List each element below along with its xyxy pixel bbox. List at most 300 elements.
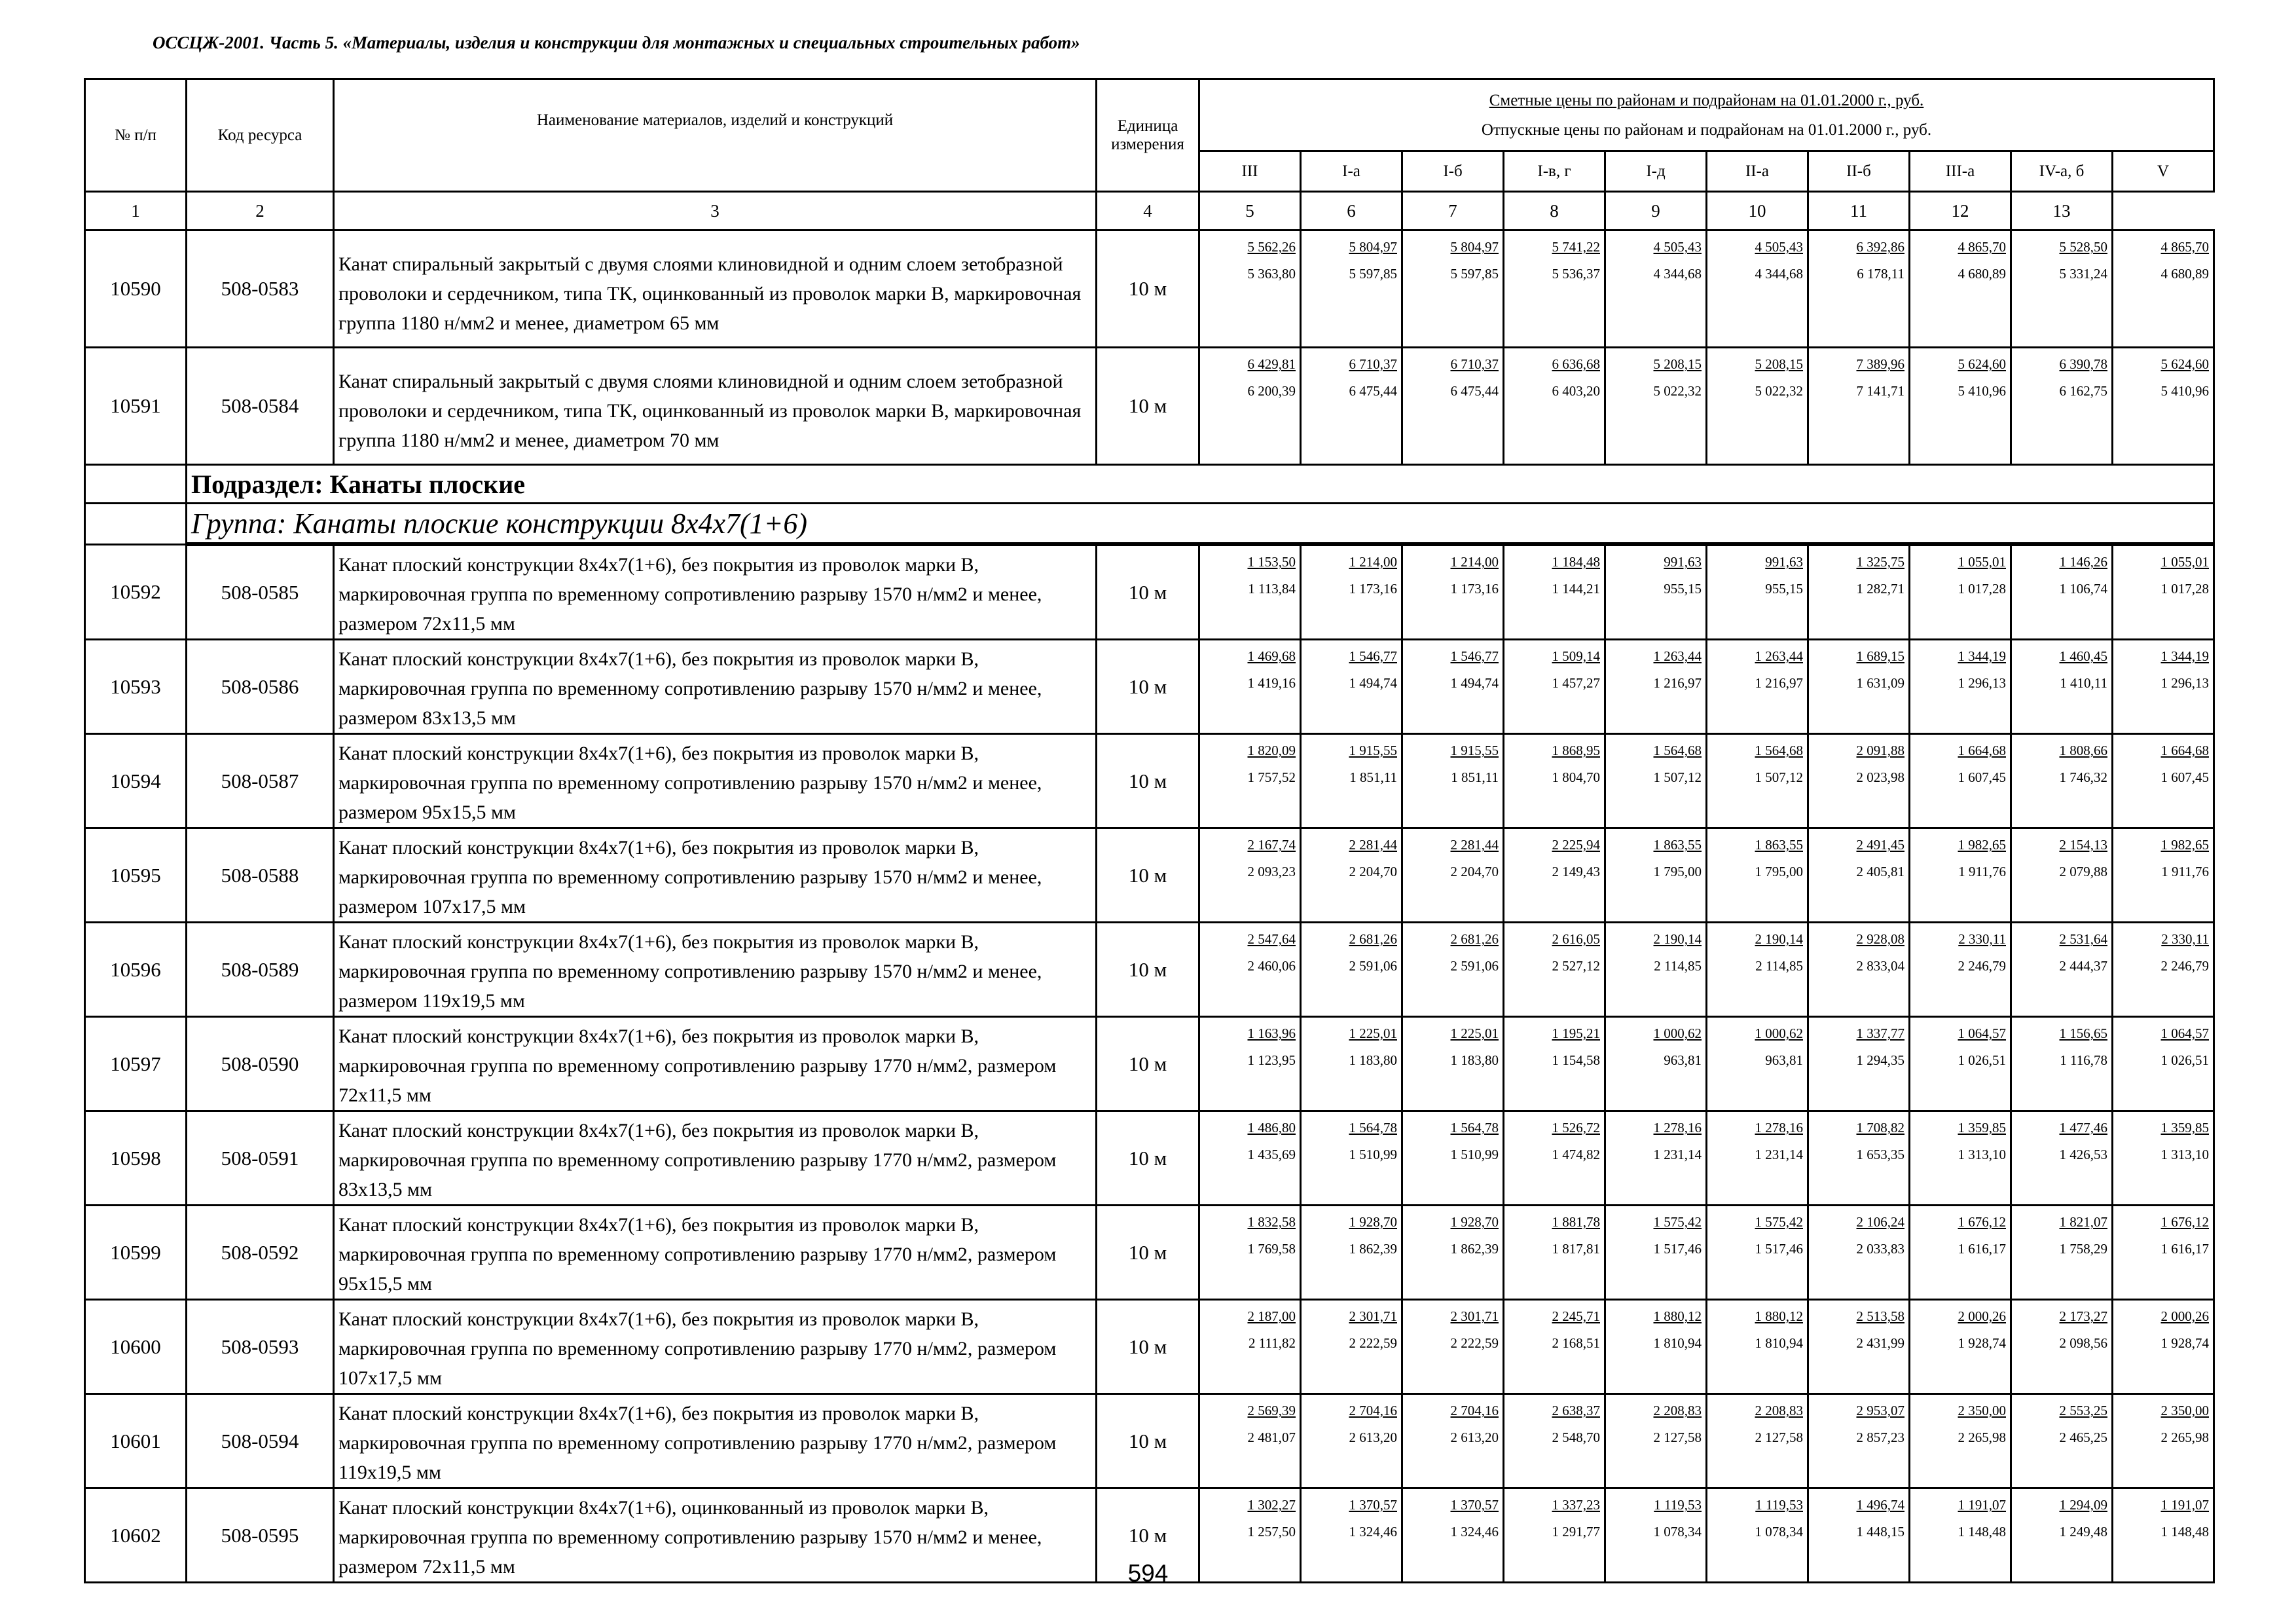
wholesale-price: 1 148,48 [2160, 1524, 2210, 1540]
estimate-price: 5 208,15 [1755, 356, 1803, 372]
price-cell [2113, 231, 2214, 348]
column-number: 13 [2011, 192, 2113, 231]
region-header: I-а [1301, 151, 1402, 192]
wholesale-price: 2 127,58 [1653, 1430, 1702, 1445]
wholesale-price: 1 026,51 [2160, 1052, 2210, 1068]
estimate-price: 1 486,80 [1247, 1120, 1296, 1135]
price-cell [1808, 828, 1910, 923]
estimate-price: 1 153,50 [1247, 554, 1296, 570]
wholesale-price: 1 026,51 [1958, 1052, 2006, 1068]
wholesale-price: 955,15 [1664, 581, 1702, 597]
wholesale-price: 2 246,79 [2160, 958, 2210, 974]
estimate-price: 1 460,45 [2059, 648, 2107, 664]
price-cell [2113, 1300, 2214, 1394]
estimate-price: 1 344,19 [1958, 648, 2006, 664]
estimate-price: 1 820,09 [1247, 743, 1296, 758]
material-name: Канат плоский конструкции 8x4x7(1+6), без покрытия из проволок марки В, маркировочная группа по временному сопротивлению разрыву 1770 н/мм2, размером 95x15,5 мм [334, 1206, 1097, 1300]
estimate-price: 2 704,16 [1450, 1403, 1499, 1418]
price-cell [1605, 828, 1707, 923]
wholesale-price: 1 507,12 [1653, 769, 1702, 785]
estimate-price: 1 325,75 [1856, 554, 1904, 570]
wholesale-price: 1 616,17 [2160, 1241, 2210, 1257]
wholesale-price: 1 810,94 [1653, 1335, 1702, 1351]
wholesale-price: 2 222,59 [1450, 1335, 1499, 1351]
wholesale-price: 2 168,51 [1552, 1335, 1600, 1351]
estimate-price: 2 553,25 [2059, 1403, 2107, 1418]
price-cell [1605, 1394, 1707, 1488]
header-row [85, 79, 2214, 151]
estimate-price: 2 281,44 [1450, 837, 1499, 853]
price-cell [1301, 923, 1402, 1017]
column-number: 10 [1707, 192, 1808, 231]
price-cell [1808, 1300, 1910, 1394]
wholesale-price: 6 475,44 [1450, 383, 1499, 399]
estimate-price: 4 865,70 [1958, 239, 2006, 255]
price-cell [1605, 1206, 1707, 1300]
estimate-price: 1 302,27 [1247, 1497, 1296, 1513]
wholesale-price: 1 757,52 [1247, 769, 1296, 785]
estimate-price: 1 263,44 [1755, 648, 1803, 664]
material-name: Канат спиральный закрытый с двумя слоями клиновидной и одним слоем зетобразной проволоки и сердечником, типа ТК, оцинкованный из проволок марки В, маркировочная группа 1180 н/мм2 и менее, диаметром 70 мм [334, 348, 1097, 465]
estimate-price: 6 636,68 [1552, 356, 1600, 372]
resource-code: 508-0584 [187, 348, 334, 465]
price-cell [1808, 1394, 1910, 1488]
estimate-price: 1 214,00 [1450, 554, 1499, 570]
estimate-price: 1 546,77 [1450, 648, 1499, 664]
price-cell [1402, 734, 1504, 828]
estimate-price: 2 704,16 [1349, 1403, 1397, 1418]
material-name: Канат плоский конструкции 8x4x7(1+6), без покрытия из проволок марки В, маркировочная группа по временному сопротивлению разрыву 1570 н/мм2 и менее, размером 119x19,5 мм [334, 923, 1097, 1017]
price-cell [2113, 828, 2214, 923]
estimate-price: 1 278,16 [1653, 1120, 1702, 1135]
wholesale-price: 2 265,98 [2160, 1430, 2210, 1445]
price-cell [1707, 348, 1808, 465]
wholesale-price: 2 548,70 [1552, 1430, 1600, 1445]
wholesale-price: 955,15 [1765, 581, 1803, 597]
estimate-price: 1 225,01 [1349, 1025, 1397, 1041]
subsection-blank-cell [85, 465, 187, 504]
estimate-price: 1 689,15 [1856, 648, 1904, 664]
wholesale-price: 2 527,12 [1552, 958, 1600, 974]
row-number: 10593 [85, 640, 187, 734]
price-cell [1707, 1394, 1808, 1488]
estimate-price: 5 624,60 [1958, 356, 2006, 372]
estimate-price: 2 681,26 [1349, 931, 1397, 947]
wholesale-price: 5 597,85 [1450, 266, 1499, 282]
wholesale-price: 4 680,89 [1958, 266, 2006, 282]
price-cell [1808, 348, 1910, 465]
price-cell [2113, 348, 2214, 465]
price-cell [1402, 1300, 1504, 1394]
table-body-a [85, 231, 2214, 465]
resource-code: 508-0588 [187, 828, 334, 923]
estimate-price: 6 392,86 [1856, 239, 1904, 255]
estimate-price: 6 390,78 [2059, 356, 2107, 372]
estimate-price: 1 868,95 [1552, 743, 1600, 758]
region-header: II-б [1808, 151, 1910, 192]
estimate-price: 1 863,55 [1755, 837, 1803, 853]
wholesale-price: 1 216,97 [1653, 675, 1702, 691]
price-cell [2011, 231, 2113, 348]
estimate-price: 1 263,44 [1653, 648, 1702, 664]
estimate-price: 1 676,12 [1958, 1214, 2006, 1230]
estimate-price: 1 526,72 [1552, 1120, 1600, 1135]
estimate-price: 2 928,08 [1856, 931, 1904, 947]
table-row [85, 1206, 2214, 1300]
wholesale-price: 2 613,20 [1349, 1430, 1397, 1445]
estimate-price: 1 564,78 [1349, 1120, 1397, 1135]
price-cell [1199, 640, 1301, 734]
wholesale-price: 1 144,21 [1552, 581, 1600, 597]
estimate-price: 5 804,97 [1349, 239, 1397, 255]
estimate-price: 1 880,12 [1755, 1308, 1803, 1324]
price-cell [1504, 1017, 1605, 1111]
estimate-price: 1 119,53 [1654, 1497, 1702, 1513]
group-blank-cell [85, 504, 187, 545]
price-cell [1707, 544, 1808, 640]
unit-of-measure: 10 м [1097, 923, 1199, 1017]
column-number: 6 [1301, 192, 1402, 231]
wholesale-price: 963,81 [1664, 1052, 1702, 1068]
resource-code: 508-0585 [187, 544, 334, 640]
region-header: II-а [1707, 151, 1808, 192]
price-cell [1910, 1111, 2011, 1206]
price-cell [1707, 640, 1808, 734]
unit-of-measure: 10 м [1097, 734, 1199, 828]
wholesale-price: 5 331,24 [2059, 266, 2107, 282]
wholesale-price: 1 817,81 [1552, 1241, 1600, 1257]
wholesale-price: 5 022,32 [1653, 383, 1702, 399]
column-number: 12 [1910, 192, 2011, 231]
estimate-price: 2 106,24 [1856, 1214, 1904, 1230]
wholesale-price: 1 294,35 [1856, 1052, 1904, 1068]
row-number: 10602 [85, 1488, 187, 1583]
price-cell [2011, 1394, 2113, 1488]
resource-code: 508-0589 [187, 923, 334, 1017]
price-cell [1910, 1017, 2011, 1111]
price-group-estimate-label: Сметные цены по районам и подрайонам на 01.01.2000 г., руб. [1489, 91, 1924, 109]
estimate-price: 2 187,00 [1247, 1308, 1296, 1324]
price-cell [2011, 734, 2113, 828]
price-cell [1199, 1394, 1301, 1488]
price-cell [1199, 1111, 1301, 1206]
table-row [85, 923, 2214, 1017]
resource-code: 508-0593 [187, 1300, 334, 1394]
estimate-price: 2 681,26 [1450, 931, 1499, 947]
price-cell [1402, 828, 1504, 923]
wholesale-price: 2 613,20 [1450, 1430, 1499, 1445]
estimate-price: 1 359,85 [1958, 1120, 2006, 1135]
wholesale-price: 1 426,53 [2059, 1147, 2107, 1162]
wholesale-price: 1 148,48 [1958, 1524, 2006, 1540]
price-cell [1808, 231, 1910, 348]
estimate-price: 6 710,37 [1450, 356, 1499, 372]
price-cell [1910, 923, 2011, 1017]
wholesale-price: 1 911,76 [1958, 864, 2006, 879]
price-cell [2011, 1017, 2113, 1111]
group-row [85, 504, 2214, 545]
wholesale-price: 1 810,94 [1755, 1335, 1803, 1351]
table-row [85, 1300, 2214, 1394]
price-cell [1402, 640, 1504, 734]
table-row [85, 734, 2214, 828]
wholesale-price: 1 313,10 [1958, 1147, 2006, 1162]
estimate-price: 1 359,85 [2160, 1120, 2210, 1135]
estimate-price: 2 208,83 [1653, 1403, 1702, 1418]
wholesale-price: 2 833,04 [1856, 958, 1904, 974]
row-number: 10601 [85, 1394, 187, 1488]
wholesale-price: 6 200,39 [1247, 383, 1296, 399]
col-header-unit: Единица измерения [1097, 79, 1199, 192]
wholesale-price: 1 173,16 [1450, 581, 1499, 597]
estimate-price: 1 708,82 [1856, 1120, 1904, 1135]
estimate-price: 5 562,26 [1247, 239, 1296, 255]
estimate-price: 2 569,39 [1247, 1403, 1296, 1418]
price-cell [1301, 1017, 1402, 1111]
wholesale-price: 1 510,99 [1349, 1147, 1397, 1162]
price-cell [2011, 828, 2113, 923]
wholesale-price: 5 597,85 [1349, 266, 1397, 282]
resource-code: 508-0594 [187, 1394, 334, 1488]
wholesale-price: 1 231,14 [1653, 1147, 1702, 1162]
price-cell [1504, 1206, 1605, 1300]
wholesale-price: 1 296,13 [2160, 675, 2210, 691]
estimate-price: 1 000,62 [1755, 1025, 1803, 1041]
estimate-price: 1 294,09 [2059, 1497, 2107, 1513]
price-cell [1504, 1394, 1605, 1488]
estimate-price: 1 564,68 [1755, 743, 1803, 758]
group-title: Группа: Канаты плоские конструкции 8x4x7(1+6) [187, 504, 2214, 545]
row-number: 10592 [85, 544, 187, 640]
wholesale-price: 6 162,75 [2059, 383, 2107, 399]
material-name: Канат плоский конструкции 8x4x7(1+6), без покрытия из проволок марки В, маркировочная группа по временному сопротивлению разрыву 1570 н/мм2 и менее, размером 83x13,5 мм [334, 640, 1097, 734]
unit-of-measure: 10 м [1097, 828, 1199, 923]
price-cell [2011, 1206, 2113, 1300]
price-cell [2011, 1300, 2113, 1394]
price-cell [1707, 231, 1808, 348]
material-name: Канат плоский конструкции 8x4x7(1+6), без покрытия из проволок марки В, маркировочная группа по временному сопротивлению разрыву 1770 н/мм2, размером 107x17,5 мм [334, 1300, 1097, 1394]
estimate-price: 1 278,16 [1755, 1120, 1803, 1135]
estimate-price: 1 064,57 [1958, 1025, 2006, 1041]
price-cell [1402, 544, 1504, 640]
wholesale-price: 1 631,09 [1856, 675, 1904, 691]
wholesale-price: 1 607,45 [2160, 769, 2210, 785]
estimate-price: 2 301,71 [1450, 1308, 1499, 1324]
wholesale-price: 1 078,34 [1755, 1524, 1803, 1540]
estimate-price: 2 173,27 [2059, 1308, 2107, 1324]
column-number: 1 [85, 192, 187, 231]
wholesale-price: 1 928,74 [2160, 1335, 2210, 1351]
row-number: 10591 [85, 348, 187, 465]
estimate-price: 2 190,14 [1653, 931, 1702, 947]
wholesale-price: 5 536,37 [1552, 266, 1600, 282]
price-cell [2011, 640, 2113, 734]
wholesale-price: 1 494,74 [1450, 675, 1499, 691]
price-cell [2113, 734, 2214, 828]
column-number: 11 [1808, 192, 1910, 231]
estimate-price: 2 513,58 [1856, 1308, 1904, 1324]
wholesale-price: 1 183,80 [1349, 1052, 1397, 1068]
estimate-price: 1 000,62 [1653, 1025, 1702, 1041]
wholesale-price: 1 116,78 [2060, 1052, 2107, 1068]
estimate-price: 1 821,07 [2059, 1214, 2107, 1230]
wholesale-price: 1 410,11 [2060, 675, 2107, 691]
wholesale-price: 2 265,98 [1958, 1430, 2006, 1445]
estimate-price: 2 245,71 [1552, 1308, 1600, 1324]
estimate-price: 1 337,23 [1552, 1497, 1600, 1513]
region-header: V [2113, 151, 2214, 192]
wholesale-price: 2 246,79 [1958, 958, 2006, 974]
column-number: 5 [1199, 192, 1301, 231]
wholesale-price: 1 474,82 [1552, 1147, 1600, 1162]
price-cell [1199, 923, 1301, 1017]
estimate-price: 1 863,55 [1653, 837, 1702, 853]
estimate-price: 1 546,77 [1349, 648, 1397, 664]
column-number: 9 [1605, 192, 1707, 231]
estimate-price: 1 156,65 [2059, 1025, 2107, 1041]
wholesale-price: 1 216,97 [1755, 675, 1803, 691]
wholesale-price: 1 911,76 [2161, 864, 2210, 879]
wholesale-price: 1 173,16 [1349, 581, 1397, 597]
estimate-price: 4 505,43 [1755, 239, 1803, 255]
estimate-price: 1 064,57 [2160, 1025, 2210, 1041]
estimate-price: 1 880,12 [1653, 1308, 1702, 1324]
material-name: Канат плоский конструкции 8x4x7(1+6), без покрытия из проволок марки В, маркировочная группа по временному сопротивлению разрыву 1770 н/мм2, размером 119x19,5 мм [334, 1394, 1097, 1488]
estimate-price: 2 350,00 [2160, 1403, 2210, 1418]
wholesale-price: 2 431,99 [1856, 1335, 1904, 1351]
estimate-price: 6 429,81 [1247, 356, 1296, 372]
material-name: Канат плоский конструкции 8x4x7(1+6), без покрытия из проволок марки В, маркировочная группа по временному сопротивлению разрыву 1570 н/мм2 и менее, размером 107x17,5 мм [334, 828, 1097, 923]
price-cell [1504, 640, 1605, 734]
price-cell [1605, 544, 1707, 640]
estimate-price: 4 865,70 [2160, 239, 2210, 255]
wholesale-price: 2 093,23 [1247, 864, 1296, 879]
wholesale-price: 6 475,44 [1349, 383, 1397, 399]
estimate-price: 1 055,01 [2160, 554, 2210, 570]
wholesale-price: 2 149,43 [1552, 864, 1600, 879]
price-cell [1504, 923, 1605, 1017]
wholesale-price: 2 591,06 [1349, 958, 1397, 974]
price-cell [1808, 1017, 1910, 1111]
price-cell [1910, 1206, 2011, 1300]
price-cell [1808, 923, 1910, 1017]
wholesale-price: 1 123,95 [1247, 1052, 1296, 1068]
estimate-price: 2 000,26 [1958, 1308, 2006, 1324]
column-number: 8 [1504, 192, 1605, 231]
price-cell [1504, 544, 1605, 640]
document-header: ОССЦЖ-2001. Часть 5. «Материалы, изделия и конструкции для монтажных и специальных строительных работ» [153, 33, 1080, 52]
price-cell [2113, 1111, 2214, 1206]
wholesale-price: 1 851,11 [1349, 769, 1397, 785]
wholesale-price: 4 344,68 [1653, 266, 1702, 282]
wholesale-price: 6 178,11 [1857, 266, 1904, 282]
estimate-price: 5 741,22 [1552, 239, 1600, 255]
price-cell [1301, 1206, 1402, 1300]
wholesale-price: 1 419,16 [1247, 675, 1296, 691]
table-row [85, 1111, 2214, 1206]
resource-code: 508-0587 [187, 734, 334, 828]
estimate-price: 1 184,48 [1552, 554, 1600, 570]
estimate-price: 2 330,11 [1958, 931, 2006, 947]
price-cell [1199, 1300, 1301, 1394]
price-cell [1910, 734, 2011, 828]
estimate-price: 1 337,77 [1856, 1025, 1904, 1041]
row-number: 10598 [85, 1111, 187, 1206]
table-row [85, 348, 2214, 465]
wholesale-price: 1 435,69 [1247, 1147, 1296, 1162]
price-cell [1504, 1300, 1605, 1394]
price-cell [1605, 1111, 1707, 1206]
material-name: Канат плоский конструкции 8x4x7(1+6), без покрытия из проволок марки В, маркировочная группа по временному сопротивлению разрыву 1770 н/мм2, размером 83x13,5 мм [334, 1111, 1097, 1206]
wholesale-price: 5 410,96 [1958, 383, 2006, 399]
price-cell [1910, 544, 2011, 640]
wholesale-price: 1 183,80 [1450, 1052, 1499, 1068]
resource-code: 508-0591 [187, 1111, 334, 1206]
table-row [85, 1394, 2214, 1488]
price-cell [2113, 923, 2214, 1017]
wholesale-price: 1 804,70 [1552, 769, 1600, 785]
estimate-price: 2 091,88 [1856, 743, 1904, 758]
subsection-title: Подраздел: Канаты плоские [187, 465, 2214, 504]
wholesale-price: 1 078,34 [1653, 1524, 1702, 1540]
price-cell [1808, 640, 1910, 734]
price-cell [1199, 828, 1301, 923]
wholesale-price: 1 257,50 [1247, 1524, 1296, 1540]
price-cell [2011, 348, 2113, 465]
price-cell [1707, 734, 1808, 828]
price-cell [1402, 231, 1504, 348]
estimate-price: 4 505,43 [1653, 239, 1702, 255]
estimate-price: 2 154,13 [2059, 837, 2107, 853]
wholesale-price: 1 616,17 [1958, 1241, 2006, 1257]
wholesale-price: 1 746,32 [2059, 769, 2107, 785]
estimate-price: 991,63 [1664, 554, 1702, 570]
estimate-price: 2 208,83 [1755, 1403, 1803, 1418]
unit-of-measure: 10 м [1097, 1394, 1199, 1488]
estimate-price: 1 496,74 [1856, 1497, 1904, 1513]
price-cell [1301, 734, 1402, 828]
price-cell [1808, 734, 1910, 828]
unit-of-measure: 10 м [1097, 640, 1199, 734]
col-header-price-group [1199, 79, 2214, 151]
resource-code: 508-0590 [187, 1017, 334, 1111]
estimate-price: 1 225,01 [1450, 1025, 1499, 1041]
price-cell [1707, 1206, 1808, 1300]
wholesale-price: 1 313,10 [2160, 1147, 2210, 1162]
wholesale-price: 1 517,46 [1653, 1241, 1702, 1257]
price-cell [1301, 544, 1402, 640]
estimate-price: 1 575,42 [1755, 1214, 1803, 1230]
wholesale-price: 1 113,84 [1248, 581, 1296, 597]
estimate-price: 2 281,44 [1349, 837, 1397, 853]
wholesale-price: 5 363,80 [1247, 266, 1296, 282]
price-cell [1707, 923, 1808, 1017]
material-name: Канат плоский конструкции 8x4x7(1+6), без покрытия из проволок марки В, маркировочная группа по временному сопротивлению разрыву 1570 н/мм2 и менее, размером 72x11,5 мм [334, 544, 1097, 640]
price-cell [1199, 734, 1301, 828]
estimate-price: 1 881,78 [1552, 1214, 1600, 1230]
row-number: 10596 [85, 923, 187, 1017]
price-cell [1605, 923, 1707, 1017]
estimate-price: 1 564,68 [1653, 743, 1702, 758]
wholesale-price: 1 769,58 [1247, 1241, 1296, 1257]
unit-of-measure: 10 м [1097, 1017, 1199, 1111]
estimate-price: 1 370,57 [1450, 1497, 1499, 1513]
price-cell [1504, 828, 1605, 923]
wholesale-price: 1 795,00 [1755, 864, 1803, 879]
row-number: 10595 [85, 828, 187, 923]
price-cell [1707, 1111, 1808, 1206]
price-cell [1910, 1300, 2011, 1394]
